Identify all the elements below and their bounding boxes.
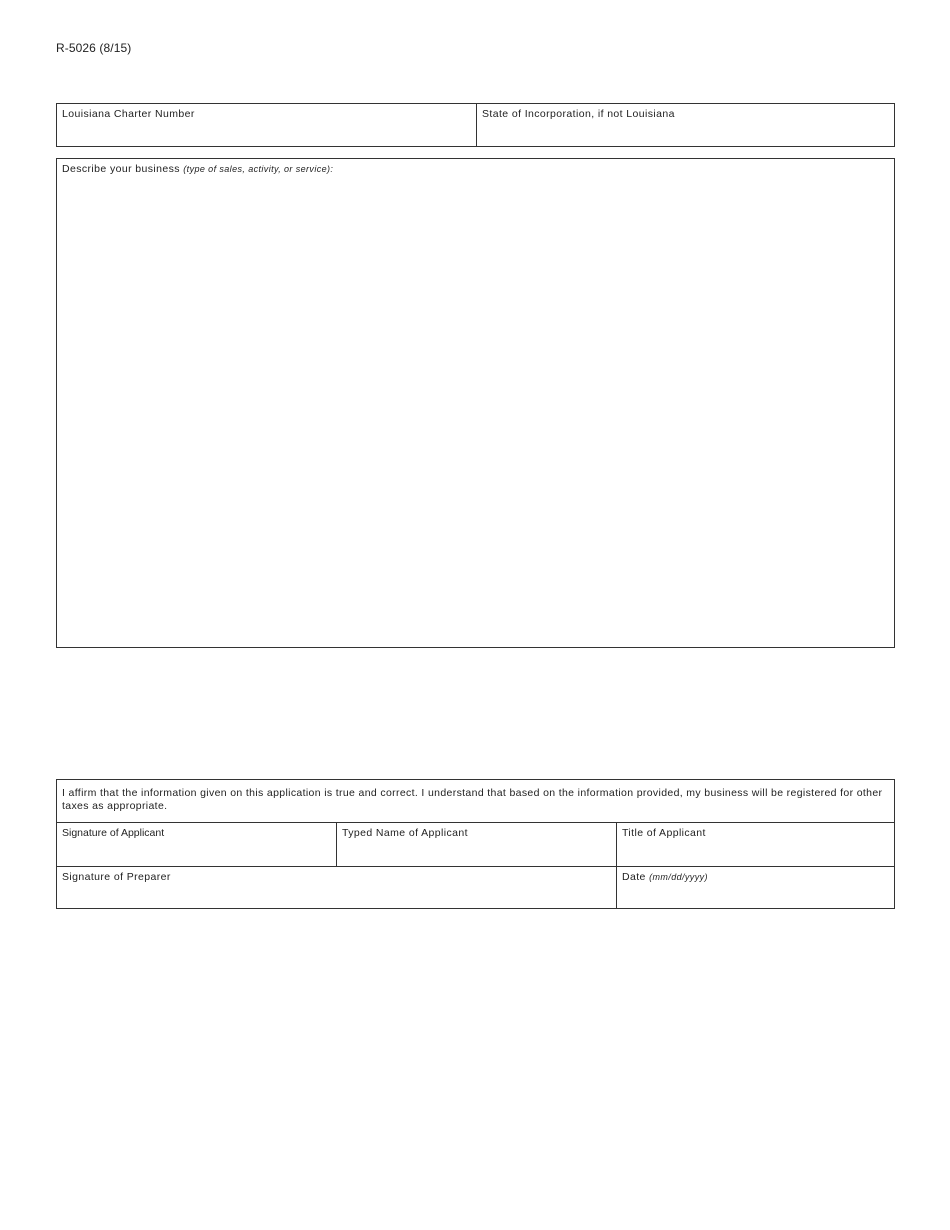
charter-number-field[interactable]	[57, 104, 476, 146]
affirmation-statement	[57, 780, 894, 822]
date-format-hint: (mm/dd/yyyy)	[649, 872, 708, 882]
business-description-field	[57, 159, 894, 180]
business-description-box[interactable]	[56, 158, 895, 648]
typed-name-of-applicant-label: Typed Name of Applicant	[342, 827, 468, 839]
form-number: R-5026 (8/15)	[56, 41, 132, 55]
title-of-applicant-label: Title of Applicant	[622, 827, 706, 839]
signature-of-preparer-field[interactable]	[57, 867, 616, 908]
affirmation-text: I affirm that the information given on this application is true and correct. I understand that based on the information provided, my business will be registered for other taxes as appropriate.	[62, 787, 883, 812]
business-description-hint: (type of sales, activity, or service):	[183, 164, 334, 174]
title-of-applicant-field[interactable]	[617, 823, 894, 866]
state-of-incorporation-label: State of Incorporation, if not Louisiana	[482, 108, 675, 120]
business-description-label: Describe your business	[62, 163, 180, 175]
signature-of-applicant-label: Signature of Applicant	[62, 827, 165, 839]
date-label: Date	[622, 871, 646, 883]
typed-name-of-applicant-field[interactable]	[337, 823, 616, 866]
charter-incorporation-row	[56, 103, 895, 147]
affirmation-section	[56, 779, 895, 909]
signature-of-preparer-label: Signature of Preparer	[62, 871, 171, 883]
signature-of-applicant-field[interactable]	[57, 823, 336, 866]
date-field[interactable]	[617, 867, 894, 908]
state-of-incorporation-field[interactable]	[477, 104, 894, 146]
charter-number-label: Louisiana Charter Number	[62, 108, 195, 120]
